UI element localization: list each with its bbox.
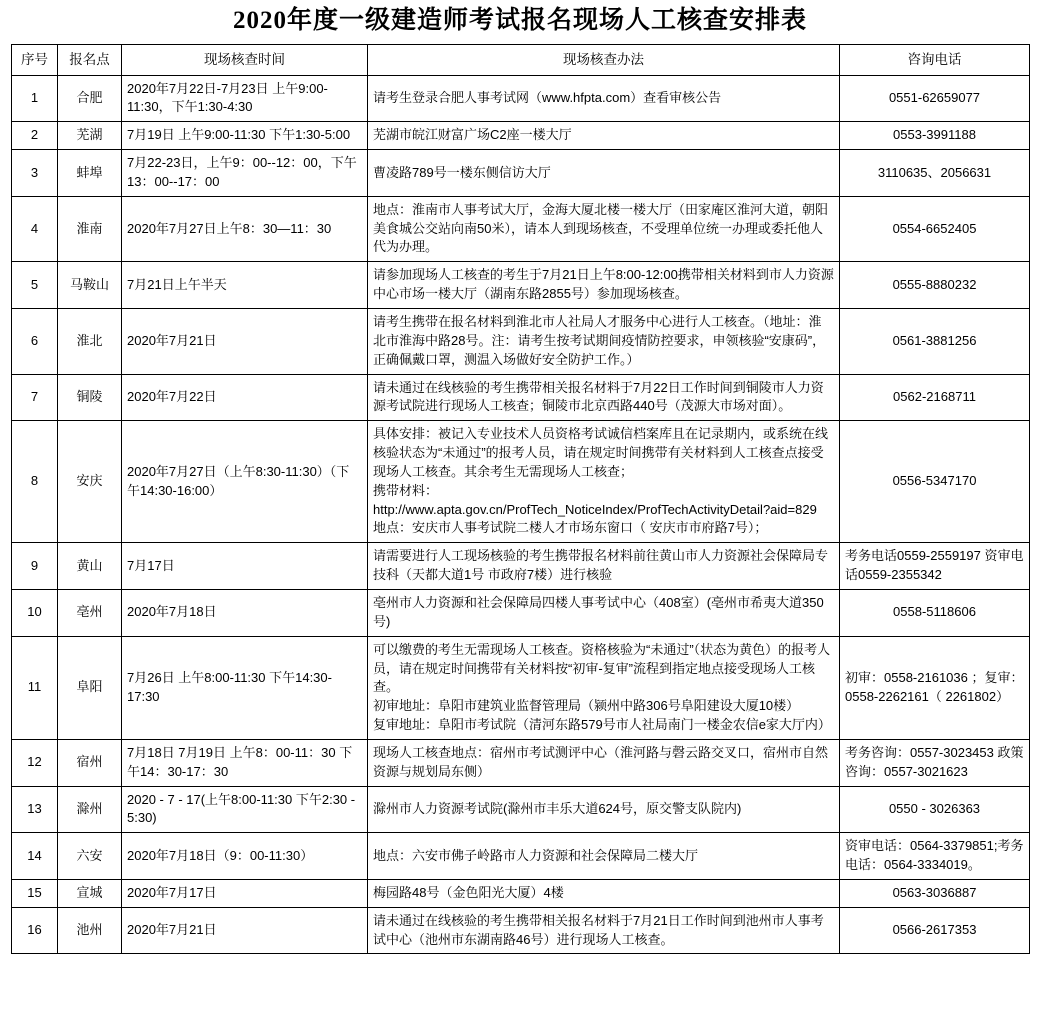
cell-phone: 0554-6652405 (840, 196, 1030, 262)
table-row (12, 786, 1030, 833)
cell-time: 2020年7月21日 (122, 309, 368, 375)
cell-index: 7 (12, 374, 58, 421)
cell-time: 7月21日上午半天 (122, 262, 368, 309)
table-row (12, 196, 1030, 262)
cell-method: 地点：淮南市人事考试大厅，金海大厦北楼一楼大厅（田家庵区淮河大道，朝阳美食城公交站向南50米），请本人到现场核查，不受理单位统一办理或委托他人代为办理。 (368, 196, 840, 262)
table-row (12, 262, 1030, 309)
cell-phone: 0555-8880232 (840, 262, 1030, 309)
cell-phone: 考务咨询：0557-3023453 政策咨询：0557-3021623 (840, 739, 1030, 786)
cell-phone: 初审：0558-2161036 ；复审：0558-2262161（ 2261802） (840, 636, 1030, 739)
table-row (12, 833, 1030, 880)
cell-index: 11 (12, 636, 58, 739)
cell-index: 16 (12, 907, 58, 954)
cell-method: 滁州市人力资源考试院(滁州市丰乐大道624号，原交警支队院内) (368, 786, 840, 833)
cell-phone: 0553-3991188 (840, 122, 1030, 150)
cell-phone: 0561-3881256 (840, 309, 1030, 375)
cell-index: 3 (12, 150, 58, 197)
cell-time: 2020年7月18日（9：00-11:30） (122, 833, 368, 880)
cell-method: 可以缴费的考生无需现场人工核查。资格核验为“未通过”（状态为黄色）的报考人员，请在规定时间携带有关材料按“初审-复审”流程到指定地点接受现场人工核查。 初审地址：阜阳市建筑业监督管理局（颍州中路306号阜阳建设大厦10楼） 复审地址：阜阳市考试院（清河东路579号市人社局南门一楼金农信e家大厅内） (368, 636, 840, 739)
table-row (12, 739, 1030, 786)
cell-phone: 0566-2617353 (840, 907, 1030, 954)
cell-index: 14 (12, 833, 58, 880)
cell-time: 2020年7月22日-7月23日 上午9:00-11:30，下午1:30-4:30 (122, 75, 368, 122)
cell-site: 池州 (58, 907, 122, 954)
cell-method: 现场人工核查地点：宿州市考试测评中心（淮河路与磬云路交叉口，宿州市自然资源与规划局东侧） (368, 739, 840, 786)
cell-phone: 0558-5118606 (840, 589, 1030, 636)
cell-method: 亳州市人力资源和社会保障局四楼人事考试中心（408室）(亳州市希夷大道350号) (368, 589, 840, 636)
column-header-method: 现场核查办法 (368, 45, 840, 76)
cell-time: 2020 - 7 - 17(上午8:00-11:30 下午2:30 - 5:30) (122, 786, 368, 833)
cell-site: 淮南 (58, 196, 122, 262)
table-row (12, 421, 1030, 543)
cell-method: 请未通过在线核验的考生携带相关报名材料于7月21日工作时间到池州市人事考试中心（池州市东湖南路46号）进行现场人工核查。 (368, 907, 840, 954)
cell-time: 2020年7月18日 (122, 589, 368, 636)
cell-site: 宿州 (58, 739, 122, 786)
column-header-site: 报名点 (58, 45, 122, 76)
cell-site: 合肥 (58, 75, 122, 122)
table-header-row (12, 45, 1030, 76)
cell-index: 4 (12, 196, 58, 262)
cell-index: 15 (12, 879, 58, 907)
table-row (12, 374, 1030, 421)
table-row (12, 589, 1030, 636)
cell-index: 1 (12, 75, 58, 122)
cell-site: 阜阳 (58, 636, 122, 739)
page-title: 2020年度一级建造师考试报名现场人工核查安排表 (232, 7, 807, 34)
cell-method: 请考生携带在报名材料到淮北市人社局人才服务中心进行人工核查。（地址：淮北市淮海中路28号。注：请考生按考试期间疫情防控要求，申领核验“安康码”，正确佩戴口罩，测温入场做好安全防护工作。） (368, 309, 840, 375)
cell-index: 9 (12, 543, 58, 590)
cell-index: 2 (12, 122, 58, 150)
table-row (12, 309, 1030, 375)
table-row (12, 75, 1030, 122)
cell-index: 12 (12, 739, 58, 786)
table-row (12, 636, 1030, 739)
cell-index: 13 (12, 786, 58, 833)
cell-method: 请参加现场人工核查的考生于7月21日上午8:00-12:00携带相关材料到市人力资源中心市场一楼大厅（湖南东路2855号）参加现场核查。 (368, 262, 840, 309)
cell-time: 2020年7月21日 (122, 907, 368, 954)
cell-time: 2020年7月22日 (122, 374, 368, 421)
cell-phone: 0550 - 3026363 (840, 786, 1030, 833)
cell-site: 亳州 (58, 589, 122, 636)
cell-method: 芜湖市皖江财富广场C2座一楼大厅 (368, 122, 840, 150)
table-row (12, 543, 1030, 590)
cell-phone: 0562-2168711 (840, 374, 1030, 421)
cell-site: 黄山 (58, 543, 122, 590)
table-row (12, 122, 1030, 150)
cell-site: 安庆 (58, 421, 122, 543)
cell-method: 梅园路48号（金色阳光大厦）4楼 (368, 879, 840, 907)
cell-index: 10 (12, 589, 58, 636)
cell-method: 地点：六安市佛子岭路市人力资源和社会保障局二楼大厅 (368, 833, 840, 880)
cell-phone: 3110635、2056631 (840, 150, 1030, 197)
cell-phone: 0563-3036887 (840, 879, 1030, 907)
cell-site: 六安 (58, 833, 122, 880)
column-header-time: 现场核查时间 (122, 45, 368, 76)
cell-phone: 资审电话：0564-3379851;考务电话：0564-3334019。 (840, 833, 1030, 880)
cell-phone: 0551-62659077 (840, 75, 1030, 122)
cell-site: 蚌埠 (58, 150, 122, 197)
cell-method: 请考生登录合肥人事考试网（www.hfpta.com）查看审核公告 (368, 75, 840, 122)
table-row (12, 150, 1030, 197)
column-header-index: 序号 (12, 45, 58, 76)
cell-site: 铜陵 (58, 374, 122, 421)
cell-time: 7月18日 7月19日 上午8：00-11：30 下午14：30-17：30 (122, 739, 368, 786)
cell-site: 芜湖 (58, 122, 122, 150)
cell-site: 滁州 (58, 786, 122, 833)
cell-index: 5 (12, 262, 58, 309)
table-row (12, 879, 1030, 907)
cell-time: 2020年7月27日上午8：30—11：30 (122, 196, 368, 262)
cell-time: 7月26日 上午8:00-11:30 下午14:30-17:30 (122, 636, 368, 739)
cell-phone: 0556-5347170 (840, 421, 1030, 543)
cell-method: 请需要进行人工现场核验的考生携带报名材料前往黄山市人力资源社会保障局专技科（天都大道1号 市政府7楼）进行核验 (368, 543, 840, 590)
cell-method: 曹凌路789号一楼东侧信访大厅 (368, 150, 840, 197)
cell-time: 7月17日 (122, 543, 368, 590)
column-header-phone: 咨询电话 (840, 45, 1030, 76)
cell-time: 7月22-23日，上午9：00--12：00，下午13：00--17：00 (122, 150, 368, 197)
cell-site: 马鞍山 (58, 262, 122, 309)
cell-method: 请未通过在线核验的考生携带相关报名材料于7月22日工作时间到铜陵市人力资源考试院进行现场人工核查；铜陵市北京西路440号（茂源大市场对面）。 (368, 374, 840, 421)
cell-site: 淮北 (58, 309, 122, 375)
cell-site: 宣城 (58, 879, 122, 907)
cell-phone: 考务电话0559-2559197 资审电话0559-2355342 (840, 543, 1030, 590)
table-row (12, 907, 1030, 954)
cell-method: 具体安排：被记入专业技术人员资格考试诚信档案库且在记录期内，或系统在线核验状态为“未通过”的报考人员，请在规定时间携带有关材料到人工核查点接受现场人工核查。其余考生无需现场人工核查； 携带材料： http://www.apta.gov.cn/ProfTech_NoticeIndex/ProfTechActivityDetail?aid=829 地点：安庆市人事考试院二楼人才市场东窗口（ 安庆市市府路7号）； (368, 421, 840, 543)
cell-time: 2020年7月17日 (122, 879, 368, 907)
table-body (12, 75, 1030, 954)
cell-time: 2020年7月27日（上午8:30-11:30）（下午14:30-16:00） (122, 421, 368, 543)
cell-index: 8 (12, 421, 58, 543)
cell-time: 7月19日 上午9:00-11:30 下午1:30-5:00 (122, 122, 368, 150)
verification-schedule-table (11, 44, 1030, 954)
cell-index: 6 (12, 309, 58, 375)
